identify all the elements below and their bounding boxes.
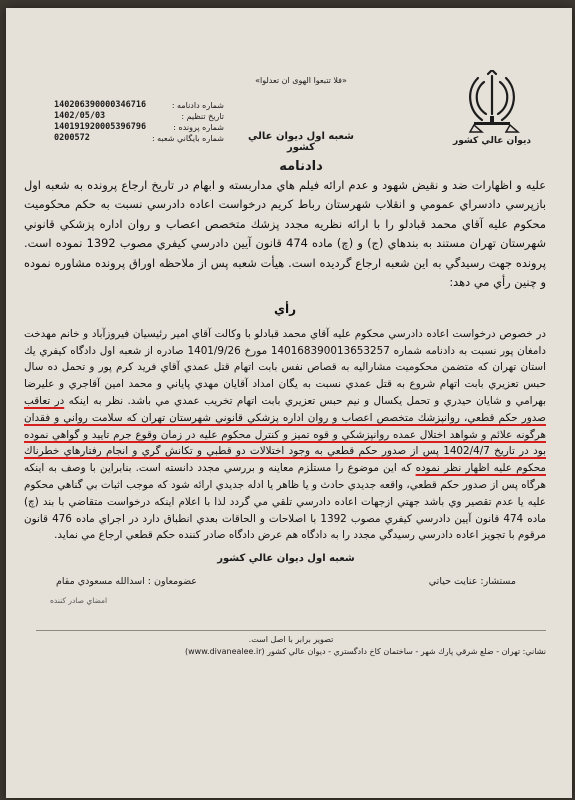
iran-emblem xyxy=(452,70,532,170)
verdict-heading: رأي xyxy=(273,302,297,317)
signatory-consultant: مستشار: عنايت حياتي xyxy=(428,576,516,587)
signature-branch: شعبه اول ديوان عالي كشور xyxy=(217,553,355,564)
meta-issue-date: تاريخ تنظيم : 1402/05/03 xyxy=(54,111,224,121)
verdict-text-part1: در خصوص درخواست اعاده دادرسي محكوم عليه آقاي محمد قبادلو با وكالت آقاي امير رئيسيان فيروزآباد و خانم مهدخت دامغان پور نسبت به دادنامه شماره 140168390013653257 مورخ 1401/9/26 صادره از شعبه اول دادگاه كيفري يك استان تهران كه متضمن محكوميت مشاراليه به قصاص نفس بابت اتهام قتل عمدي آقاي فريد كرم پور و تحمل ده سال حبس تعزيري بابت اتهام شروع به قتل عمدي نسبت به يگان امداد آقايان مهدي پاياني و محمد امين آقاجري و عليرضا بهرامي و شايان حيدري و تحمل يكسال و نيم حبس تعزيري بابت اتهام تخريب عمدي مي باشد. نظر به اينكه xyxy=(24,327,546,408)
case-metadata xyxy=(54,100,224,144)
verdict-paragraph xyxy=(24,326,546,544)
signatory-member: عضومعاون : اسدالله مسعودي مقام xyxy=(56,576,197,587)
highlighted-passage: در تعاقب صدور حكم قطعي، روانپزشك متخصص اعصاب و روان اداره پزشكي قانوني شهرستان تهران كه سلامت رواني و فقدان هرگونه علائم و شواهد اختلال عمده روانپزشكي و قوه تميز و كنترل محكوم عليه در زمان وقوع جرم تاييد و گواهي نموده بود در تاريخ 1402/4/7 پس از صدور حكم قطعي به وجود اختلالات دو قطبي و تكانش گري و انجام رفتارهاي خطرناك محكوم عليه اظهار نظر نموده xyxy=(24,395,546,475)
emblem-caption: ديوان عالي كشور xyxy=(453,136,531,146)
basmala-verse: «فلا تتبعوا الهوى ان تعدلوا» xyxy=(255,76,347,85)
emblem-icon xyxy=(464,70,520,134)
meta-verdict-number: شماره دادنامه : 140206390000346716 xyxy=(54,100,224,110)
verdict-body xyxy=(24,176,546,544)
meta-archive-number: شماره بايگاني شعبه : 0200572 xyxy=(54,133,224,143)
document-header xyxy=(241,70,361,174)
intro-paragraph: عليه و اظهارات ضد و نقيض شهود و عدم ارائه فيلم هاي مداربسته و ابهام در تاريخ ارجاع پرونده به شعبه اول بازپرسي دادسراي عمومي و انقلاب شهرستان رباط كريم درخواست اعاده دادرسي نسبت به حكم محكوميت محكوم عليه آقاي محمد قبادلو را با ارائه نظريه مجدد پزشك متخصص اعصاب و روان اداره پزشكي قانوني شهرستان تهران مستند به بندهاي (ج) و (چ) ماده 474 قانون آيين دادرسي كيفري مصوب 1392 نموده است. پرونده جهت رسيدگي به اين شعبه ارجاع گرديده است. هيأت شعبه پس از ملاحظه اوراق پرونده مشاوره نموده و چنين رأي مي دهد: xyxy=(24,178,546,290)
document-footer xyxy=(36,630,546,656)
document-page xyxy=(6,8,572,798)
signature-block xyxy=(46,553,526,587)
issuer-signature-label: امضاي صادر كننده xyxy=(50,596,108,605)
copy-certification: تصوير برابر با اصل است. xyxy=(248,635,334,644)
court-branch-name: شعبه اول ديوان عالي كشور xyxy=(248,131,354,153)
signatories xyxy=(46,576,526,587)
meta-case-number: شماره پرونده : 140191920005396796 xyxy=(54,122,224,132)
document-type: دادنامه xyxy=(279,159,323,174)
verdict-text-part2: كه اين موضوع را مستلزم معاينه و بررسي مجدد دانسته است. بنابراين با وصف به اينكه هرگاه پس از صدور حكم قطعي، واقعه جديدي حادث و يا ظاهر يا ادله جديدي ارائه شود كه موجب اثبات بي گناهي محكوم عليه يا عدم تقصير وي باشد جهتي ازجهات اعاده دادرسي تلقي مي گردد لذا با اعلام اينكه درخواست متقاضي با بند (چ) ماده 474 قانون آيين دادرسي كيفري مصوب 1392 با اصلاحات و الحاقات بعدي انطباق دارد در اجراي ماده 476 قانون مرقوم با تجويز اعاده دادرسي رسيدگي مجدد را به دادگاه هم عرض دادگاه صادر كننده حكم قطعي ارجاع مي نمايد. xyxy=(24,462,547,542)
court-address: نشاني: تهران - ضلع شرقي پارك شهر - ساختمان كاخ دادگستري - ديوان عالي كشور (www.divanealee.ir) xyxy=(185,647,546,656)
